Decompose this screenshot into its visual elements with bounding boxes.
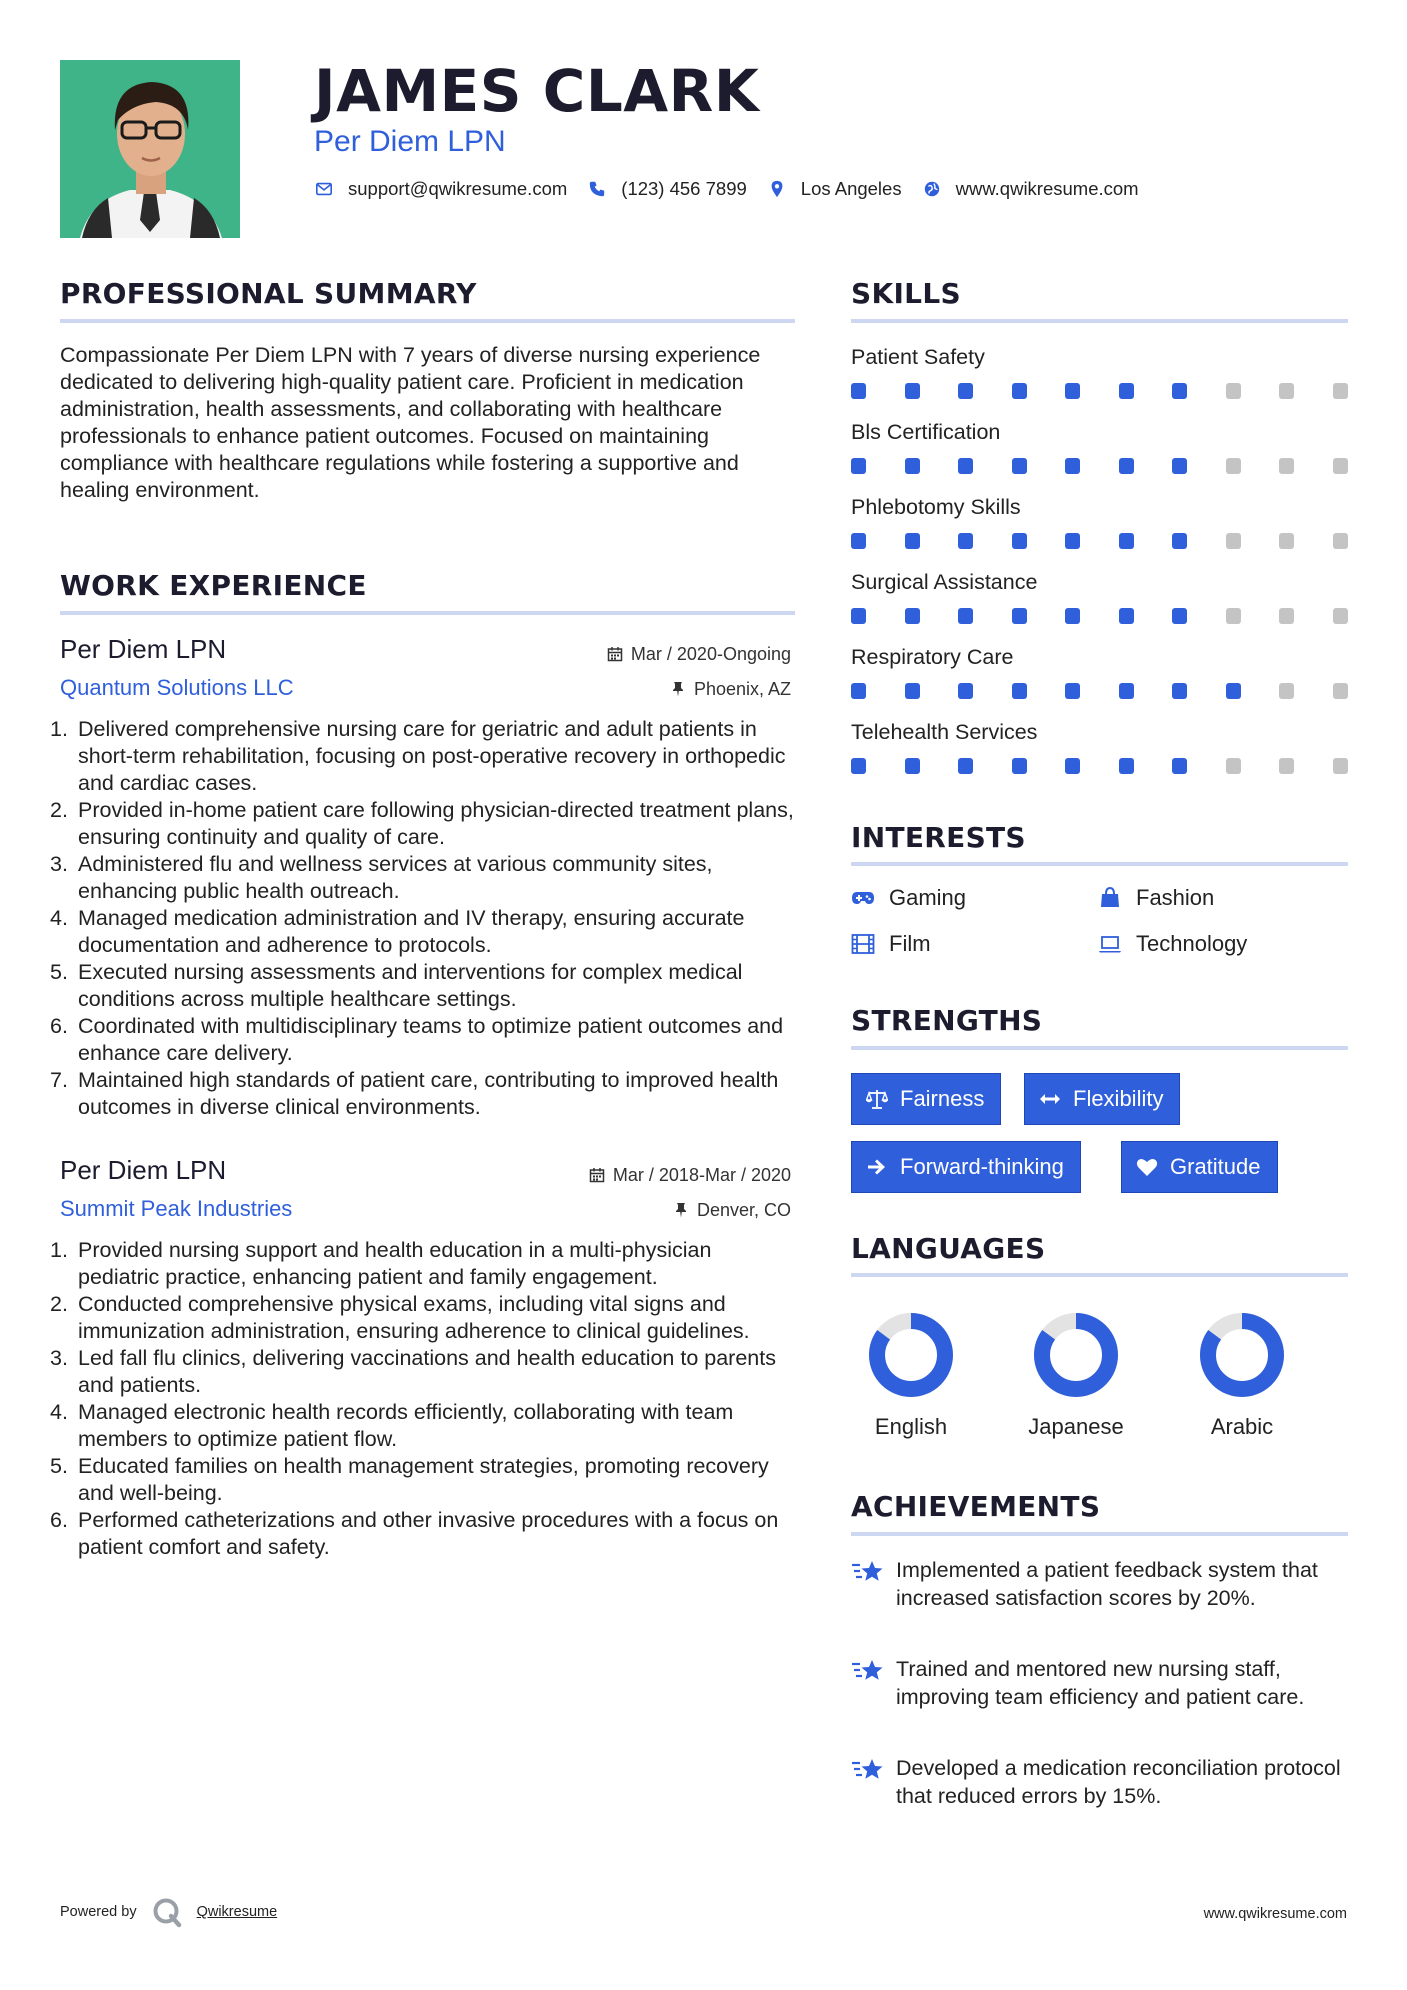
scale-icon <box>866 1088 888 1110</box>
contact-website-text: www.qwikresume.com <box>955 178 1139 199</box>
skill-name: Bls Certification <box>851 420 1001 444</box>
skill-dot-filled <box>851 758 866 774</box>
skill-dot-filled <box>1012 758 1027 774</box>
skill-rating <box>851 758 1351 774</box>
shooting-star-icon <box>851 1556 885 1584</box>
shooting-star-icon <box>851 1754 885 1782</box>
skill-dot-filled <box>905 458 920 474</box>
strength-tag <box>851 1073 1001 1125</box>
skill-dot-empty <box>1226 458 1241 474</box>
list-item: 6. Coordinated with multidisciplinary teams to optimize patient outcomes and enhance care delivery. <box>50 1013 795 1067</box>
shopping-bag-icon <box>1098 887 1122 909</box>
skill-dot-filled <box>905 608 920 624</box>
achievements-divider <box>851 1532 1348 1536</box>
language-item <box>1182 1310 1302 1440</box>
interests-divider <box>851 862 1348 866</box>
strengths-heading: STRENGTHS <box>851 1004 1043 1037</box>
language-item <box>1016 1310 1136 1440</box>
skill-dot-filled <box>1119 758 1134 774</box>
skill-dot-filled <box>1172 683 1187 699</box>
strength-tag <box>1024 1073 1180 1125</box>
language-ring <box>1031 1310 1121 1400</box>
list-item: 5. Executed nursing assessments and interventions for complex medical conditions across multiple healthcare settings. <box>50 959 795 1013</box>
skill-dot-filled <box>1172 383 1187 399</box>
list-item-text: Executed nursing assessments and interventions for complex medical conditions across multiple healthcare settings. <box>78 960 743 1011</box>
candidate-role: Per Diem LPN <box>314 125 506 158</box>
language-item <box>851 1310 971 1440</box>
list-item: 6. Performed catheterizations and other invasive procedures with a focus on patient comfort and safety. <box>50 1507 795 1561</box>
interest-item <box>1098 885 1214 911</box>
profile-photo <box>60 60 240 238</box>
skill-dot-filled <box>958 608 973 624</box>
skill-dot-empty <box>1226 533 1241 549</box>
language-label: English <box>874 1414 948 1439</box>
skill-dot-filled <box>851 383 866 399</box>
list-item-text: Administered flu and wellness services at various community sites, enhancing public health outreach. <box>78 852 713 903</box>
skill-dot-filled <box>1012 608 1027 624</box>
skill-dot-filled <box>1065 383 1080 399</box>
summary-heading: PROFESSIONAL SUMMARY <box>60 277 477 310</box>
skill-dot-filled <box>1065 608 1080 624</box>
skill-dot-filled <box>1065 533 1080 549</box>
skill-rating <box>851 608 1351 624</box>
interest-item <box>851 885 966 911</box>
skill-dot-empty <box>1226 383 1241 399</box>
job-location-text: Phoenix, AZ <box>693 679 791 699</box>
list-item: 4. Managed electronic health records efficiently, collaborating with team members to optimize patient flow. <box>50 1399 795 1453</box>
skill-dot-filled <box>1065 683 1080 699</box>
skill-dot-empty <box>1226 608 1241 624</box>
skill-dot-filled <box>1012 683 1027 699</box>
job-location <box>673 1199 791 1221</box>
experience-divider <box>60 611 795 615</box>
list-item: 2. Conducted comprehensive physical exams, including vital signs and immunization administration, ensuring adherence to clinical guidelines. <box>50 1291 795 1345</box>
interest-label: Fashion <box>1136 885 1215 910</box>
contact-location-text: Los Angeles <box>800 178 902 199</box>
skill-dot-empty <box>1333 458 1348 474</box>
job-location <box>670 678 791 700</box>
list-item-text: Delivered comprehensive nursing care for geriatric and adult patients in short-term rehabilitation, focusing on post-operative recovery in orthopedic and cardiac cases. <box>78 717 786 795</box>
list-item-text: Led fall flu clinics, delivering vaccinations and health education to parents and patients. <box>78 1346 776 1397</box>
achievement-item <box>851 1655 1351 1711</box>
job-location-text: Denver, CO <box>696 1200 791 1220</box>
skill-dot-empty <box>1333 758 1348 774</box>
job-title: Per Diem LPN <box>60 1155 227 1185</box>
skill-name: Respiratory Care <box>851 645 1014 669</box>
heart-icon <box>1136 1156 1158 1178</box>
job-company: Summit Peak Industries <box>60 1196 293 1221</box>
skill-dot-filled <box>1119 683 1134 699</box>
gamepad-icon <box>851 887 875 909</box>
skill-dot-filled <box>958 758 973 774</box>
calendar-icon <box>607 646 623 662</box>
job-dates <box>607 643 791 665</box>
job-company: Quantum Solutions LLC <box>60 675 294 700</box>
contact-bar <box>314 178 1159 200</box>
contact-email[interactable] <box>314 178 567 200</box>
achievement-text: Trained and mentored new nursing staff, improving team efficiency and patient care. <box>896 1657 1305 1709</box>
pushpin-icon <box>670 681 686 697</box>
globe-icon <box>922 179 942 199</box>
languages-divider <box>851 1273 1348 1277</box>
job-dates-text: Mar / 2020-Ongoing <box>630 644 791 664</box>
list-item-text: Managed medication administration and IV therapy, ensuring accurate documentation and adherence to protocols. <box>78 906 745 957</box>
language-ring <box>1197 1310 1287 1400</box>
footer-branding <box>60 1896 277 1928</box>
job-responsibilities <box>50 1237 795 1561</box>
skill-dot-filled <box>1012 533 1027 549</box>
strength-label: Flexibility <box>1073 1086 1164 1111</box>
skill-dot-empty <box>1279 608 1294 624</box>
powered-by-label: Powered by <box>60 1904 137 1920</box>
language-ring <box>866 1310 956 1400</box>
experience-heading: WORK EXPERIENCE <box>60 569 367 602</box>
skill-dot-filled <box>1172 608 1187 624</box>
job-responsibilities <box>50 716 795 1121</box>
interest-item <box>851 931 931 957</box>
skill-dot-empty <box>1333 608 1348 624</box>
skills-heading: SKILLS <box>851 277 961 310</box>
interest-label: Technology <box>1136 931 1248 956</box>
qwikresume-link[interactable]: Qwikresume <box>196 1904 278 1920</box>
skill-dot-filled <box>1065 458 1080 474</box>
skill-dot-filled <box>905 533 920 549</box>
skill-name: Surgical Assistance <box>851 570 1038 594</box>
skill-dot-empty <box>1333 383 1348 399</box>
contact-website[interactable] <box>922 178 1139 200</box>
skill-dot-empty <box>1333 533 1348 549</box>
list-item-text: Conducted comprehensive physical exams, including vital signs and immunization administration, ensuring adherence to clinical guidelines. <box>78 1292 750 1343</box>
summary-text: Compassionate Per Diem LPN with 7 years of diverse nursing experience dedicated to delivering high-quality patient care. Proficient in medication administration, health assessments, and collaborating with healthcare professionals to enhance patient outcomes. Focused on maintaining compliance with healthcare regulations while fostering a supportive and healing environment. <box>60 343 761 502</box>
skill-name: Patient Safety <box>851 345 985 369</box>
skill-name: Telehealth Services <box>851 720 1038 744</box>
list-item: 1. Provided nursing support and health education in a multi-physician pediatric practice, enhancing patient and family engagement. <box>50 1237 795 1291</box>
skills-divider <box>851 319 1348 323</box>
contact-phone-text: (123) 456 7899 <box>621 178 747 199</box>
film-icon <box>851 933 875 955</box>
list-item-text: Provided nursing support and health education in a multi-physician pediatric practice, enhancing patient and family engagement. <box>78 1238 712 1289</box>
skill-dot-empty <box>1279 683 1294 699</box>
interest-label: Gaming <box>889 885 967 910</box>
skill-dot-filled <box>851 458 866 474</box>
languages-heading: LANGUAGES <box>851 1232 1046 1265</box>
list-item: 3. Administered flu and wellness services at various community sites, enhancing public health outreach. <box>50 851 795 905</box>
arrow-right-icon <box>866 1156 888 1178</box>
list-item: 2. Provided in-home patient care following physician-directed treatment plans, ensuring continuity and quality of care. <box>50 798 794 849</box>
skill-dot-filled <box>958 533 973 549</box>
contact-email-text: support@qwikresume.com <box>348 178 568 199</box>
skill-dot-filled <box>1119 533 1134 549</box>
skill-dot-filled <box>1012 458 1027 474</box>
skill-dot-filled <box>1172 533 1187 549</box>
arrows-horizontal-icon <box>1039 1088 1061 1110</box>
qwikresume-logo-icon <box>151 1896 183 1928</box>
list-item-text: Managed electronic health records efficiently, collaborating with team members to optimize patient flow. <box>78 1400 734 1451</box>
strength-label: Gratitude <box>1170 1154 1261 1179</box>
skill-dot-filled <box>851 533 866 549</box>
achievements-heading: ACHIEVEMENTS <box>851 1490 1101 1523</box>
list-item-text: Maintained high standards of patient care, contributing to improved health outcomes in diverse clinical environments. <box>78 1068 779 1119</box>
achievement-text: Developed a medication reconciliation protocol that reduced errors by 15%. <box>896 1756 1341 1808</box>
achievement-text: Implemented a patient feedback system that increased satisfaction scores by 20%. <box>896 1558 1318 1610</box>
skill-rating <box>851 683 1351 699</box>
strength-tag <box>851 1141 1081 1193</box>
language-label: Arabic <box>1210 1414 1274 1439</box>
list-item: 4. Managed medication administration and IV therapy, ensuring accurate documentation and adherence to protocols. <box>50 905 795 959</box>
map-pin-icon <box>767 179 787 199</box>
list-item: 5. Educated families on health management strategies, promoting recovery and well-being. <box>50 1453 795 1507</box>
skill-dot-filled <box>905 758 920 774</box>
footer-website[interactable]: www.qwikresume.com <box>1203 1906 1347 1922</box>
envelope-icon <box>314 179 334 199</box>
skill-dot-filled <box>958 458 973 474</box>
skill-dot-filled <box>1119 383 1134 399</box>
skill-dot-filled <box>1172 758 1187 774</box>
candidate-name: JAMES CLARK <box>314 57 760 125</box>
calendar-icon <box>589 1167 605 1183</box>
skill-name: Phlebotomy Skills <box>851 495 1021 519</box>
strengths-divider <box>851 1046 1348 1050</box>
job-dates <box>589 1164 791 1186</box>
list-item-text: Performed catheterizations and other invasive procedures with a focus on patient comfort and safety. <box>78 1508 779 1559</box>
job-title: Per Diem LPN <box>60 634 227 664</box>
skill-dot-filled <box>1065 758 1080 774</box>
interest-item <box>1098 931 1247 957</box>
list-item: 7. Maintained high standards of patient care, contributing to improved health outcomes in diverse clinical environments. <box>50 1067 795 1121</box>
skill-dot-filled <box>1119 458 1134 474</box>
skill-dot-filled <box>958 383 973 399</box>
job-dates-text: Mar / 2018-Mar / 2020 <box>612 1165 791 1185</box>
contact-phone[interactable] <box>587 178 747 200</box>
laptop-icon <box>1098 933 1122 955</box>
list-item-text: Educated families on health management strategies, promoting recovery and well-being. <box>78 1454 769 1505</box>
skill-dot-filled <box>1012 383 1027 399</box>
pushpin-icon <box>673 1202 689 1218</box>
skill-dot-empty <box>1279 383 1294 399</box>
shooting-star-icon <box>851 1655 885 1683</box>
skill-dot-filled <box>1226 683 1241 699</box>
skill-dot-filled <box>905 683 920 699</box>
skill-dot-filled <box>905 383 920 399</box>
skill-dot-empty <box>1279 533 1294 549</box>
skill-dot-empty <box>1333 683 1348 699</box>
strength-label: Fairness <box>900 1086 985 1111</box>
list-item-text: Coordinated with multidisciplinary teams to optimize patient outcomes and enhance care delivery. <box>78 1014 784 1065</box>
phone-icon <box>587 179 607 199</box>
skill-rating <box>851 458 1351 474</box>
interest-label: Film <box>889 931 931 956</box>
summary-divider <box>60 319 795 323</box>
skill-dot-filled <box>1119 608 1134 624</box>
skill-dot-empty <box>1226 758 1241 774</box>
skill-rating <box>851 383 1351 399</box>
skill-dot-filled <box>958 683 973 699</box>
language-label: Japanese <box>1028 1414 1124 1439</box>
strength-tag <box>1121 1141 1278 1193</box>
contact-location <box>767 178 902 200</box>
list-item-text: Provided in-home patient care following physician-directed treatment plans, ensuring continuity and quality of care. <box>78 798 794 849</box>
skill-dot-filled <box>851 608 866 624</box>
achievement-item <box>851 1754 1351 1810</box>
strength-label: Forward-thinking <box>900 1154 1064 1179</box>
skill-dot-empty <box>1279 758 1294 774</box>
achievement-item <box>851 1556 1351 1612</box>
interests-heading: INTERESTS <box>851 821 1026 854</box>
skill-dot-empty <box>1279 458 1294 474</box>
list-item: 3. Led fall flu clinics, delivering vaccinations and health education to parents and patients. <box>50 1345 795 1399</box>
skill-dot-filled <box>851 683 866 699</box>
list-item: 1. Delivered comprehensive nursing care for geriatric and adult patients in short-term rehabilitation, focusing on post-operative recovery in orthopedic and cardiac cases. <box>50 716 795 797</box>
skill-rating <box>851 533 1351 549</box>
skill-dot-filled <box>1172 458 1187 474</box>
